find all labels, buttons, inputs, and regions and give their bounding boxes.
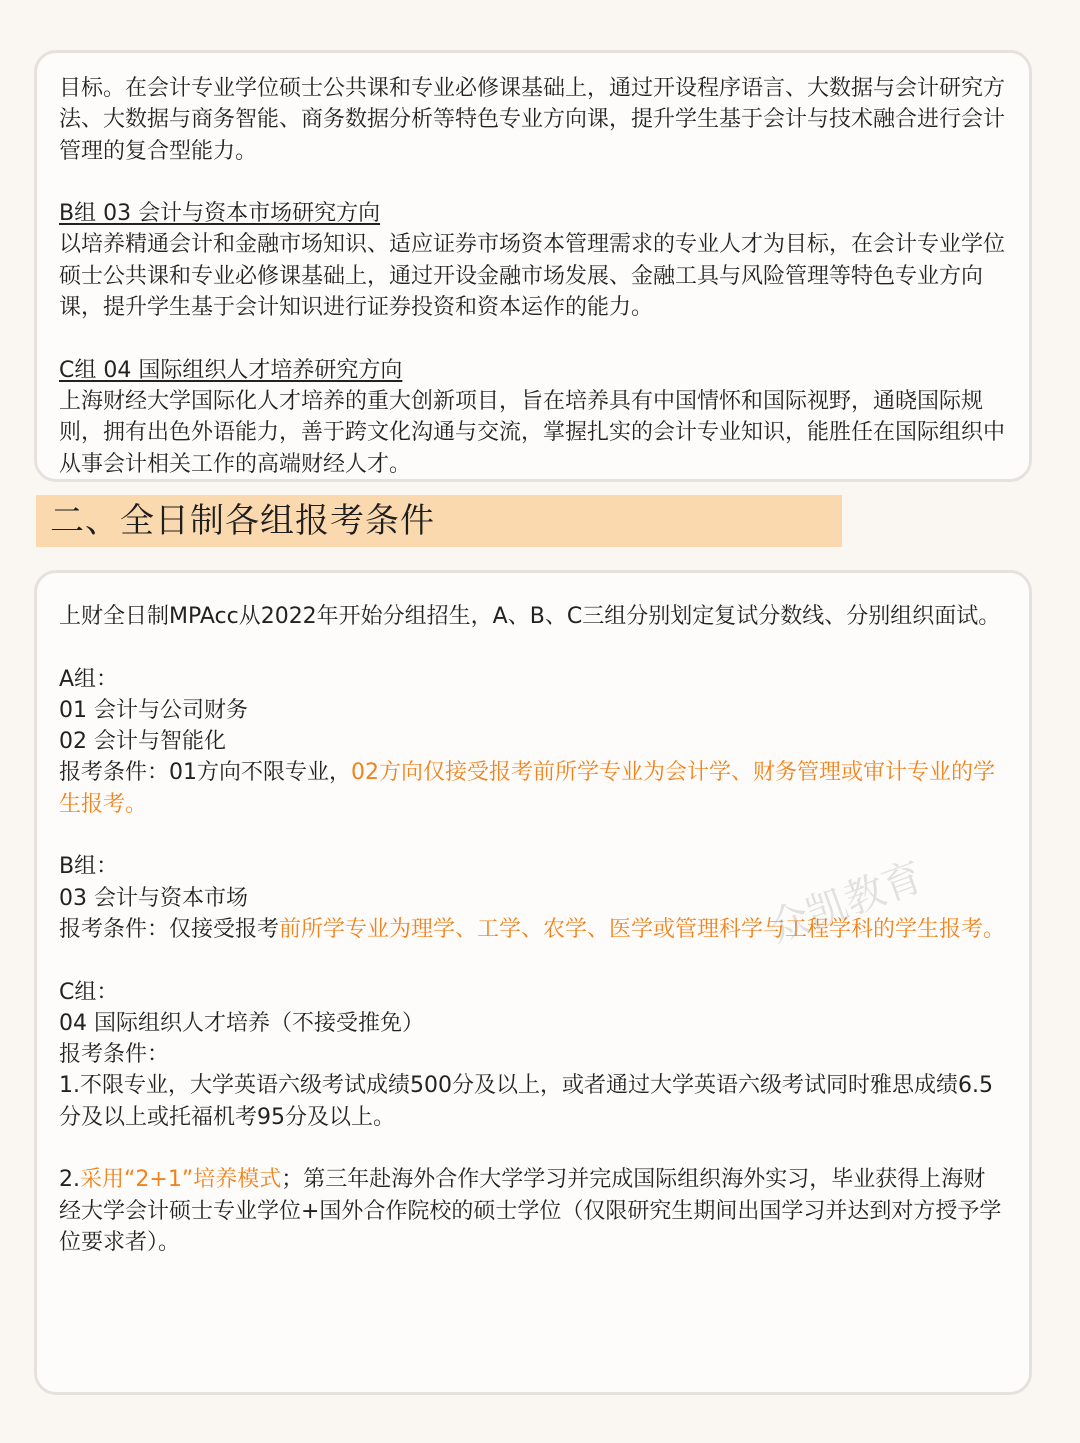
groupB-direction-description: 以培养精通会计和金融市场知识、适应证券市场资本管理需求的专业人才为目标，在会计专业学位硕士公共课和专业必修课基础上，通过开设金融市场发展、金融工具与风险管理等特色专业方向课，提升学生基于会计知识进行证券投资和资本运作的能力。: [59, 232, 1006, 321]
groupA-direction-01: 01 会计与公司财务: [59, 697, 248, 723]
groupB-direction-title: B组 03 会计与资本市场研究方向: [59, 201, 381, 227]
section-heading: 二、全日制各组报考条件: [36, 495, 842, 547]
groupA-condition: [59, 757, 1007, 820]
groupA-label: A组：: [59, 666, 119, 692]
groupC-condition-label: 报考条件：: [59, 1042, 170, 1068]
groupA-description-tail: 目标。在会计专业学位硕士公共课和专业必修课基础上，通过开设程序语言、大数据与会计研究方法、大数据与商务智能、商务数据分析等特色专业方向课，提升学生基于会计与技术融合进行会计管理的复合型能力。: [59, 76, 1006, 164]
groupC-condition-1: 1.不限专业，大学英语六级考试成绩500分及以上，或者通过大学英语六级考试同时雅思成绩6.5分及以上或托福机考95分及以上。: [59, 1073, 993, 1130]
watermark-text: 众凯教育: [763, 853, 930, 952]
groupC-condition-2-number: 2.: [59, 1167, 80, 1193]
groupC-label: C组：: [59, 979, 119, 1005]
groupC-direction-description: 上海财经大学国际化人才培养的重大创新项目，旨在培养具有中国情怀和国际视野，通晓国际规则，拥有出色外语能力，善于跨文化沟通与交流，掌握扎实的会计专业知识，能胜任在国际组织中从事会计相关工作的高端财经人才。: [59, 388, 1006, 477]
requirements-intro: 上财全日制MPAcc从2022年开始分组招生，A、B、C三组分别划定复试分数线、分别组织面试。: [59, 604, 1001, 629]
groupB-condition: [59, 914, 1007, 945]
groupB-condition-prefix: 报考条件：仅接受报考: [59, 916, 280, 942]
groupA-condition-highlight: 02方向仅接受报考前所学专业为会计学、财务管理或审计专业的学生报考。: [59, 760, 995, 817]
groupB-label: B组：: [59, 854, 119, 880]
admission-requirements-card: [34, 570, 1032, 1395]
groupC-condition-2: [59, 1164, 1007, 1258]
groupC-condition-2-rest: ；第三年赴海外合作大学学习并完成国际组织海外实习，毕业获得上海财经大学会计硕士专业学位+国外合作院校的硕士学位（仅限研究生期间出国学习并达到对方授予学位要求者）。: [59, 1167, 1002, 1255]
groupB-direction-03: 03 会计与资本市场: [59, 885, 248, 911]
groupA-direction-02: 02 会计与智能化: [59, 729, 226, 755]
groupC-direction-04: 04 国际组织人才培养（不接受推免）: [59, 1010, 424, 1036]
groupC-condition-2-highlight: 采用“2+1”培养模式: [80, 1167, 282, 1193]
program-directions-card: [34, 50, 1032, 482]
groupA-condition-prefix: 报考条件：01方向不限专业，: [59, 760, 351, 786]
groupC-direction-title: C组 04 国际组织人才培养研究方向: [59, 357, 403, 383]
groupB-condition-highlight: 前所学专业为理学、工学、农学、医学或管理科学与工程学科的学生报考。: [279, 916, 1006, 942]
